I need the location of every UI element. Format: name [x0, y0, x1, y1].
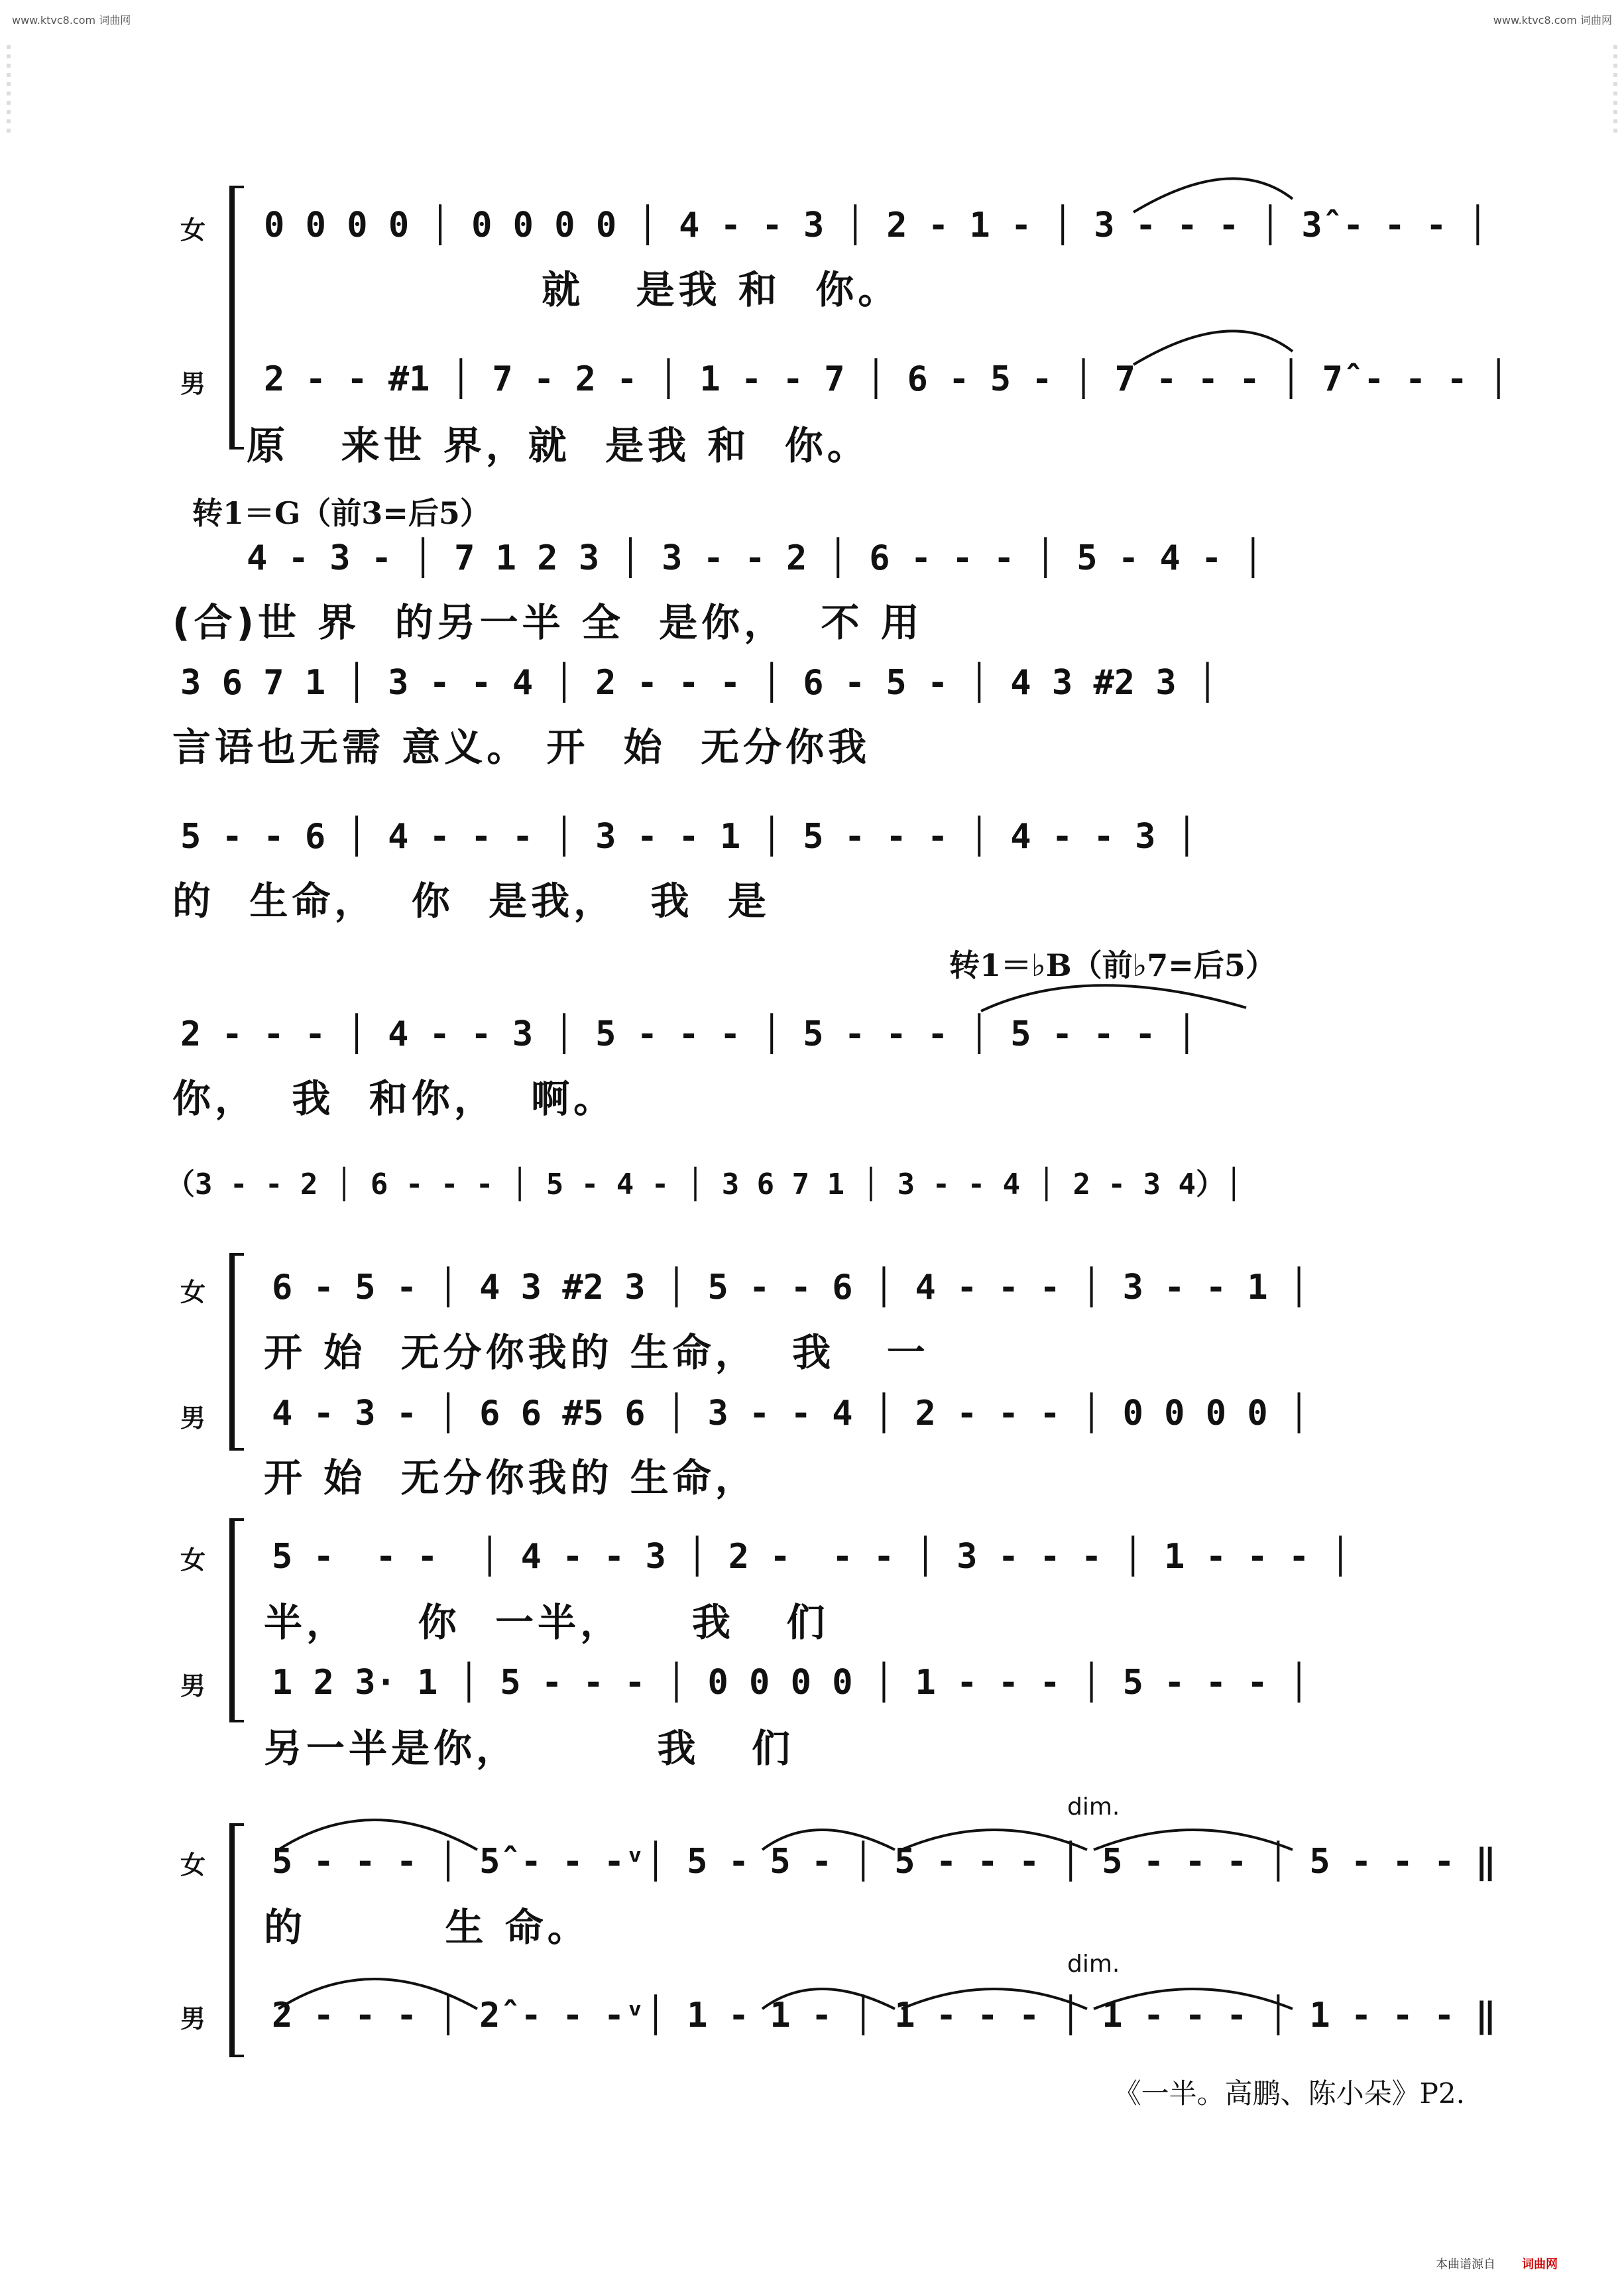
score-title-footer: 《一半。高鹏、陈小朵》P2. — [1113, 2077, 1465, 2110]
male-lyrics-line: 另一半是你， 我 们 — [264, 1726, 795, 1771]
notes-line-4: 3 6 7 1 │ 3 - - 4 │ 2 - - - │ 6 - 5 - │ 4 3 #2 3 │ — [180, 663, 1218, 703]
notes-line-5: 5 - - 6 │ 4 - - - │ 3 - - 1 │ 5 - - - │ 4 - - 3 │ — [180, 817, 1198, 857]
notes-line-3: 4 - 3 - │ 7 1 2 3 │ 3 - - 2 │ 6 - - - │ 5 - 4 - │ — [247, 538, 1264, 578]
footer-source — [1436, 2255, 1558, 2272]
male-lyrics-line: 开 始 无分你我的 生命， — [264, 1455, 758, 1500]
key-change-marking: 转1＝G（前3=后5） — [192, 495, 491, 531]
voice-label-male: 男 — [180, 1404, 206, 1433]
interlude-notes-line: （3 - - 2 │ 6 - - - │ 5 - 4 - │ 3 6 7 1 │ 3 - - 4 │ 2 - 3 4）│ — [166, 1168, 1243, 1201]
left-border-decoration — [5, 40, 12, 2231]
voice-label-female: 女 — [180, 1545, 206, 1575]
lyrics-line-5: 的 生命， 你 是我， 我 是 — [172, 878, 770, 924]
female-lyrics-line: 的 生 命。 — [264, 1905, 590, 1950]
voice-label-male: 男 — [180, 2004, 206, 2033]
female-notes-line: 6 - 5 - │ 4 3 #2 3 │ 5 - - 6 │ 4 - - - │ 3 - - 1 │ — [272, 1268, 1310, 1307]
header-right: www.ktvc8.com 词曲网 — [1493, 14, 1612, 27]
key-change-marking-2: 转1＝♭B（前♭7=后5） — [949, 947, 1276, 983]
female-lyrics-line: 就 是我 和 你。 — [264, 267, 901, 312]
male-notes-line: 1 2 3· 1 │ 5 - - - │ 0 0 0 0 │ 1 - - - │ 5 - - - │ — [272, 1663, 1310, 1703]
female-notes-line: 0 0 0 0 │ 0 0 0 0 │ 4 - - 3 │ 2 - 1 - │ 3 - - - │ 3̂ - - - │ — [264, 206, 1489, 245]
system-bracket — [229, 186, 244, 450]
female-notes-line: 5 - - - │ 4 - - 3 │ 2 - - - │ 3 - - - │ 1 - - - │ — [272, 1537, 1351, 1577]
female-notes-line: 5 - - - │ 5̂ - - -ᵛ│ 5 - 5 - │ 5 - - - │ 5 - - - │ 5 - - - ‖ — [272, 1842, 1497, 1882]
footer-brand: 词曲网 — [1522, 2257, 1558, 2271]
voice-label-female: 女 — [180, 215, 206, 245]
header-left: www.ktvc8.com 词曲网 — [12, 14, 131, 27]
system-bracket — [229, 1823, 244, 2057]
male-notes-line: 2 - - - │ 2̂ - - -ᵛ│ 1 - 1 - │ 1 - - - │ 1 - - - │ 1 - - - ‖ — [272, 1996, 1497, 2035]
lyrics-line-6: 你， 我 和你， 啊。 — [172, 1076, 616, 1121]
female-lyrics-line: 开 始 无分你我的 生命， 我 一 — [264, 1330, 929, 1375]
female-lyrics-line: 半， 你 一半， 我 们 — [264, 1600, 829, 1645]
male-notes-line: 2 - - #1 │ 7 - 2 - │ 1 - - 7 │ 6 - 5 - │ 7 - - - │ 7̂ - - - │ — [264, 359, 1509, 399]
male-lyrics-line: 原 来世 界，就 是我 和 你。 — [247, 423, 870, 468]
voice-label-male: 男 — [180, 1671, 206, 1701]
male-notes-line: 4 - 3 - │ 6 6 #5 6 │ 3 - - 4 │ 2 - - - │ 0 0 0 0 │ — [272, 1394, 1310, 1433]
voice-label-female: 女 — [180, 1850, 206, 1880]
system-bracket — [229, 1518, 244, 1722]
notes-line-6: 2 - - - │ 4 - - 3 │ 5 - - - │ 5 - - - │ 5 - - - │ — [180, 1014, 1198, 1054]
voice-label-male: 男 — [180, 369, 206, 398]
lyrics-line-3: (合)世 界 的另一半 全 是你， 不 用 — [172, 600, 923, 645]
dynamic-marking: dim. — [1067, 1793, 1120, 1821]
voice-label-female: 女 — [180, 1278, 206, 1307]
dynamic-marking: dim. — [1067, 1951, 1120, 1978]
system-bracket — [229, 1253, 244, 1451]
lyrics-line-4: 言语也无需 意义。 开 始 无分你我 — [172, 725, 871, 770]
footer-source-text: 本曲谱源自 — [1436, 2257, 1495, 2271]
right-border-decoration — [1612, 40, 1619, 2231]
